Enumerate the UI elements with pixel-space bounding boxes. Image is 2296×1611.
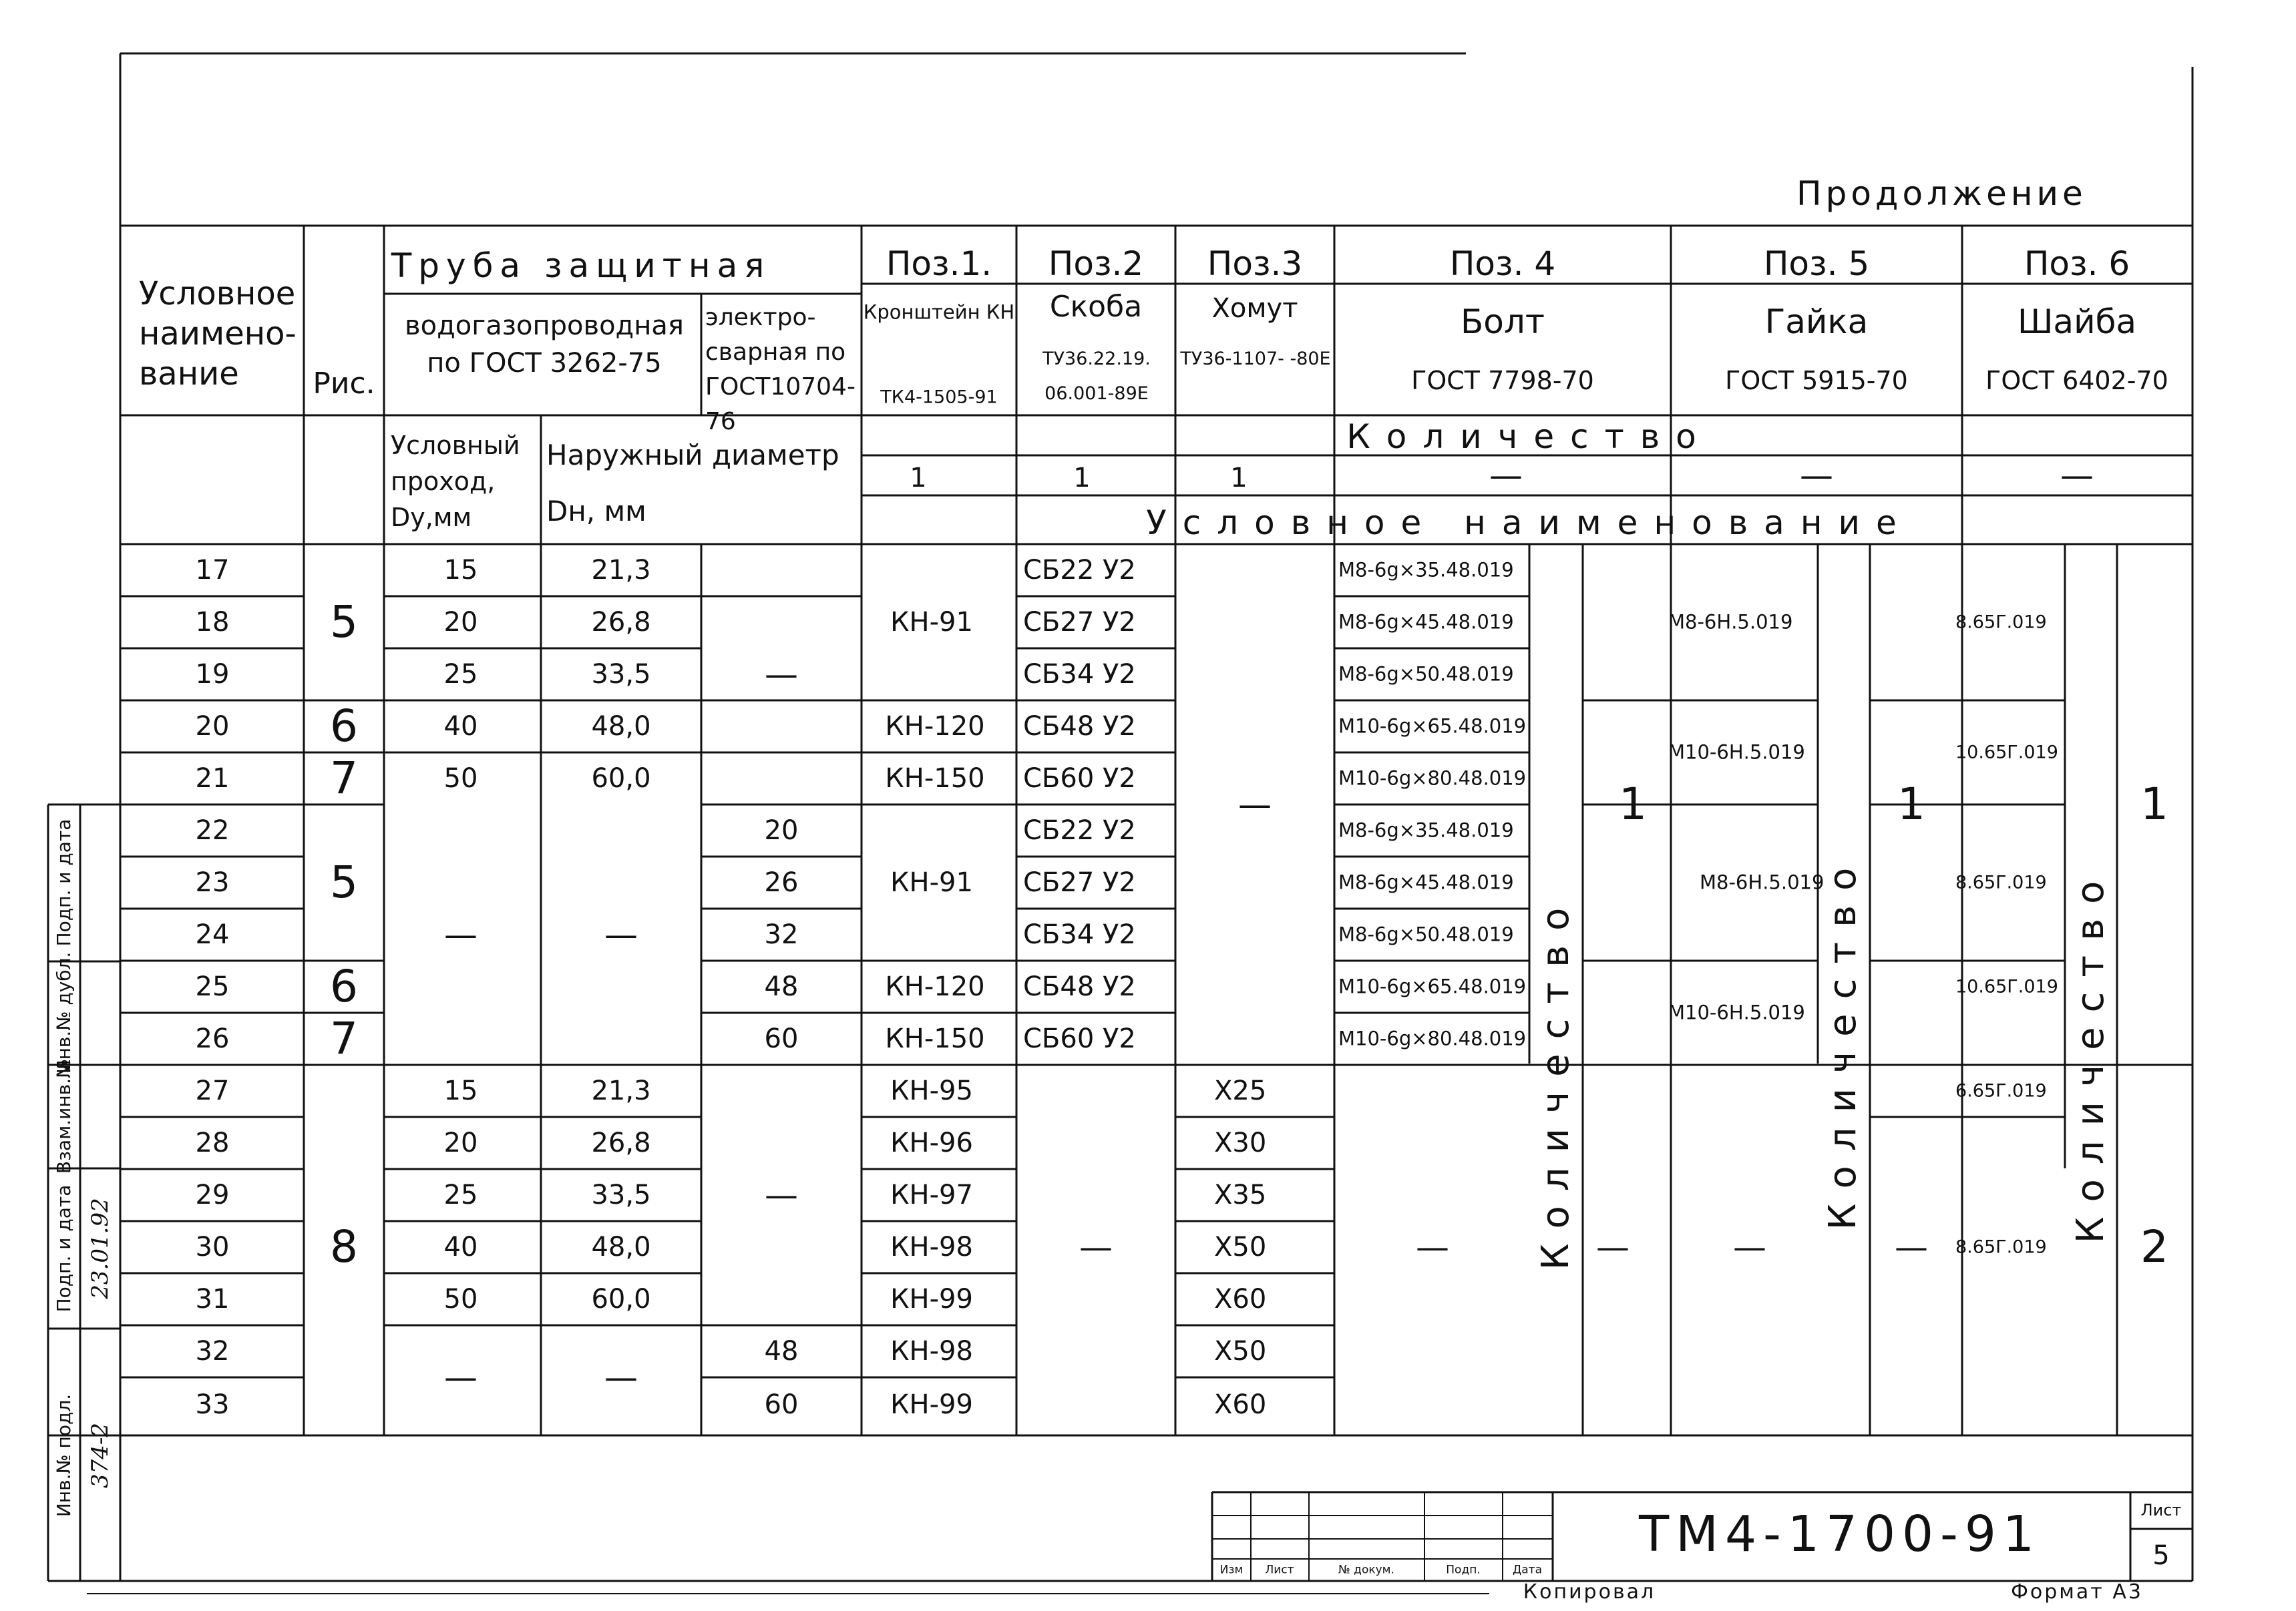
pos2-std: ТУ36.22.19. 06.001-89Е [1042,349,1151,404]
bolt-value: М10-6g×80.48.019 [1338,766,1527,790]
dash: — [1733,1228,1766,1267]
bracket-value: КН-98 [890,1232,973,1262]
pos5-std: ГОСТ 5915-70 [1725,366,1908,395]
bracket-value: КН-95 [890,1076,973,1106]
qty-washer-two: 2 [2140,1221,2168,1273]
dy-value: 25 [443,1180,478,1210]
continuation-label: Продолжение [1796,174,2087,213]
pos6-std: ГОСТ 6402-70 [1985,366,2168,395]
dn-value: 21,3 [591,1076,651,1106]
electric-value: 48 [764,1336,799,1367]
row-number: 32 [195,1336,230,1367]
skoba-value: СБ27 У2 [1023,607,1136,638]
electric-value: 60 [764,1389,799,1420]
washer-value: 8.65Г.019 [1955,1236,2047,1258]
washer-value: 10.65Г.019 [1955,976,2058,997]
dy-value: 40 [443,711,478,742]
bracket-value: КН-91 [890,867,973,898]
qty-pos6: — [2060,456,2094,495]
dy-value: 50 [443,763,478,794]
row-number: 18 [195,607,230,638]
pos3-name: Хомут [1211,293,1298,324]
bolt-value: М8-6g×45.48.019 [1338,610,1514,634]
dn-value: 26,8 [591,1128,651,1158]
pos3-std: ТУ36-1107- -80Е [1180,349,1331,369]
side-inv-no: 374-2 [87,1422,114,1489]
skoba-value: СБ48 У2 [1023,971,1136,1002]
clamp-value: Х30 [1214,1128,1267,1158]
row-number: 20 [195,711,230,742]
cond-pass-header: Условный проход, Dy,мм [391,431,520,532]
dn-value: 33,5 [591,1180,651,1210]
row-number: 24 [195,919,230,950]
bolt-value: М10-6g×80.48.019 [1338,1027,1527,1050]
document-number: ТМ4-1700-91 [1638,1506,2042,1563]
format-label: Формат А3 [2011,1580,2143,1604]
dn-value: 48,0 [591,711,651,742]
row-number: 22 [195,815,230,846]
bracket-value: КН-99 [890,1389,973,1420]
electric-value: 26 [764,867,799,898]
dash: — [444,915,477,954]
pos5-name: Гайка [1764,302,1869,341]
stamp-col-label: Лист [1265,1563,1294,1577]
bracket-value: КН-91 [890,607,973,638]
dash: — [604,1358,638,1397]
row-number: 29 [195,1180,230,1210]
pos2-name: Скоба [1049,290,1143,324]
pos6-name: Шайба [2017,302,2137,341]
bolt-value: М8-6g×35.48.019 [1338,819,1514,842]
qty-bolt-one: 1 [1619,778,1647,830]
stamp-col-label: Дата [1512,1563,1543,1577]
qty-pos2: 1 [1073,463,1091,493]
vertical-qty-label: Количество [1821,853,1865,1230]
skoba-value: СБ22 У2 [1023,815,1136,846]
dash: — [765,1176,798,1214]
quantity-header: Количество [1346,417,1712,456]
dash: — [1416,1228,1449,1267]
side-label: Подп. и дата [53,819,75,947]
nut-value: М8-6Н.5.019 [1700,871,1825,894]
clamp-value: Х50 [1214,1232,1267,1262]
clamp-value: Х60 [1214,1389,1267,1420]
row-number: 21 [195,763,230,794]
bolt-value: М10-6g×65.48.019 [1338,975,1527,998]
row-number: 19 [195,659,230,690]
col-header-fig: Рис. [313,367,375,401]
row-number: 30 [195,1232,230,1262]
dash: — [604,915,638,954]
dn-value: 48,0 [591,1232,651,1262]
qty-pos1: 1 [910,463,927,493]
row-number: 25 [195,971,230,1002]
dn-value: 26,8 [591,607,651,638]
skoba-value: СБ22 У2 [1023,555,1136,586]
electric-value: 60 [764,1023,799,1054]
side-label: Подп. и дата [53,1184,75,1313]
pos1-std: ТК4-1505-91 [880,387,998,408]
dash: — [1238,785,1272,824]
stamp-col-label: Изм [1219,1563,1243,1577]
skoba-value: СБ34 У2 [1023,659,1136,690]
dy-value: 15 [443,555,478,586]
fig-number: 7 [330,1013,358,1064]
pos4-std: ГОСТ 7798-70 [1411,366,1594,395]
pos4-name: Болт [1461,302,1545,341]
dn-value: 60,0 [591,1284,651,1315]
washer-value: 8.65Г.019 [1955,612,2047,633]
washer-value: 8.65Г.019 [1955,872,2047,893]
side-label: Инв.№ подл. [53,1393,75,1518]
side-sign-date: 23.01.92 [87,1198,114,1299]
dy-value: 15 [443,1076,478,1106]
outer-diam-header: Наружный диаметр Dн, мм [546,439,839,527]
dn-value: 60,0 [591,763,651,794]
col-header-name: Условное наимено-вание [139,275,297,393]
bolt-value: М8-6g×35.48.019 [1338,558,1514,582]
dn-value: 21,3 [591,555,651,586]
stamp-col-label: Подп. [1446,1563,1481,1577]
skoba-value: СБ48 У2 [1023,711,1136,742]
pos6-label: Поз. 6 [2024,244,2130,283]
bracket-value: КН-120 [885,971,985,1002]
bolt-value: М8-6g×50.48.019 [1338,923,1514,946]
electric-value: 32 [764,919,799,950]
bracket-value: КН-120 [885,711,985,742]
dn-value: 33,5 [591,659,651,690]
cond-name-header: Условное наименование [1146,503,1913,542]
qty-nut-one: 1 [1897,778,1925,830]
fig-number: 5 [330,857,358,908]
bolt-value: М10-6g×65.48.019 [1338,714,1527,738]
dy-value: 50 [443,1284,478,1315]
fig-number: 6 [330,700,358,752]
bracket-value: КН-99 [890,1284,973,1315]
skoba-value: СБ60 У2 [1023,1023,1136,1054]
nut-value: М10-6Н.5.019 [1668,1001,1805,1024]
row-number: 23 [195,867,230,898]
copied-label: Копировал [1523,1580,1656,1604]
qty-pos5: — [1800,456,1833,495]
skoba-value: СБ27 У2 [1023,867,1136,898]
dy-value: 20 [443,607,478,638]
nut-value: М10-6Н.5.019 [1668,740,1805,764]
vertical-qty-label: Количество [2069,866,2112,1244]
washer-value: 6.65Г.019 [1955,1080,2047,1102]
electric-value: 48 [764,971,799,1002]
clamp-value: Х60 [1214,1284,1267,1315]
bracket-value: КН-96 [890,1128,973,1158]
skoba-value: СБ34 У2 [1023,919,1136,950]
bracket-value: КН-98 [890,1336,973,1367]
row-number: 26 [195,1023,230,1054]
dy-value: 20 [443,1128,478,1158]
bracket-value: КН-150 [885,763,985,794]
row-number: 28 [195,1128,230,1158]
pos5-label: Поз. 5 [1763,244,1870,283]
sheet-label: Лист [2140,1501,2182,1520]
nut-value: М8-6Н.5.019 [1668,610,1793,634]
clamp-value: Х25 [1214,1076,1267,1106]
bolt-value: М8-6g×45.48.019 [1338,871,1514,894]
skoba-value: СБ60 У2 [1023,763,1136,794]
row-number: 31 [195,1284,230,1315]
clamp-value: Х35 [1214,1180,1267,1210]
pipe-group-header: Труба защитная [391,246,771,285]
dash: — [765,655,798,694]
dy-value: 40 [443,1232,478,1262]
qty-washer-one: 1 [2140,778,2168,830]
row-number: 17 [195,555,230,586]
clamp-value: Х50 [1214,1336,1267,1367]
dash: — [1895,1228,1928,1267]
sheet-number: 5 [2152,1540,2170,1571]
vertical-qty-label: Количество [1534,893,1577,1271]
pipe-water-header: водогазопроводная по ГОСТ 3262-75 [405,310,684,379]
pos1-name: Кронштейн КН [863,300,1015,324]
pos3-label: Поз.3 [1207,244,1303,283]
row-number: 27 [195,1076,230,1106]
side-label: Взам.инв.№ [53,1058,75,1174]
stamp-col-label: № докум. [1338,1563,1394,1577]
bolt-value: М8-6g×50.48.019 [1338,662,1514,686]
qty-pos4: — [1489,456,1523,495]
fig-number: 7 [330,752,358,804]
electric-value: 20 [764,815,799,846]
fig-number: 6 [330,961,358,1012]
dash: — [1596,1228,1630,1267]
side-label: Инв.№ дубл. [53,951,75,1074]
dash: — [1079,1228,1113,1267]
pos2-label: Поз.2 [1048,244,1144,283]
bracket-value: КН-150 [885,1023,985,1054]
qty-pos3: 1 [1230,463,1248,493]
pos4-label: Поз. 4 [1449,244,1556,283]
row-number: 33 [195,1389,230,1420]
dash: — [444,1358,477,1397]
dy-value: 25 [443,659,478,690]
fig-number: 8 [330,1221,358,1273]
bracket-value: КН-97 [890,1180,973,1210]
washer-value: 10.65Г.019 [1955,742,2058,763]
pos1-label: Поз.1. [886,244,992,283]
pipe-electric-header: электро-сварная по ГОСТ10704-76 [705,304,855,435]
fig-number: 5 [330,596,358,648]
